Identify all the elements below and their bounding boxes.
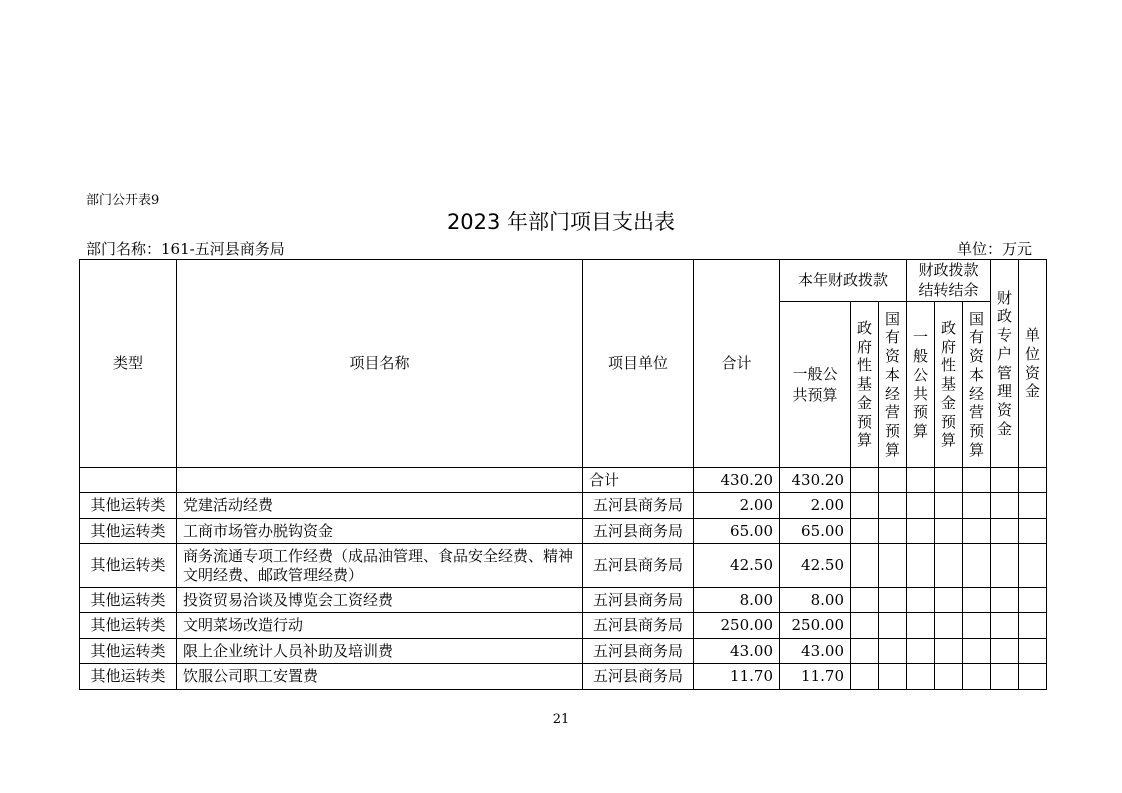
table-row — [80, 664, 1047, 690]
header-project-unit: 项目单位 — [583, 260, 694, 468]
header-general-budget-text: 一般公共预算 — [792, 365, 838, 404]
form-number: 部门公开表9 — [86, 193, 160, 208]
page-title: 2023 年部门项目支出表 — [446, 210, 676, 234]
page-number: 21 — [552, 712, 570, 727]
row-total: 43.00 — [694, 639, 780, 664]
row-project-name: 商务流通专项工作经费（成品油管理、食品安全经费、精神文明经费、邮政管理经费） — [177, 544, 583, 588]
row-general-budget: 8.00 — [780, 588, 851, 613]
table-row — [80, 639, 1047, 664]
total-row-label: 合计 — [583, 468, 694, 493]
row-type: 其他运转类 — [80, 639, 177, 664]
row-project-unit: 五河县商务局 — [583, 588, 694, 613]
header-cf-state-capital-text: 国 有 资 本 经 营 预 算 — [968, 309, 984, 459]
row-general-budget: 43.00 — [780, 639, 851, 664]
header-current-year-appropriation: 本年财政拨款 — [780, 260, 907, 302]
unit-label: 单位：万元 — [957, 240, 1033, 258]
header-gov-fund-text: 政 府 性 基 金 预 算 — [856, 318, 872, 450]
row-total: 8.00 — [694, 588, 780, 613]
row-project-unit: 五河县商务局 — [583, 613, 694, 639]
table-row — [80, 493, 1047, 519]
total-row-total: 430.20 — [694, 468, 780, 493]
row-total: 2.00 — [694, 493, 780, 519]
row-total: 65.00 — [694, 519, 780, 544]
row-type: 其他运转类 — [80, 519, 177, 544]
row-general-budget: 11.70 — [780, 664, 851, 690]
table-row — [80, 544, 1047, 588]
project-expenditure-table — [79, 259, 1047, 690]
total-row-general: 430.20 — [780, 468, 851, 493]
row-project-name: 党建活动经费 — [177, 493, 583, 519]
row-general-budget: 42.50 — [780, 544, 851, 588]
header-carryover-balance — [907, 260, 991, 302]
header-state-capital-text: 国 有 资 本 经 营 预 算 — [884, 309, 900, 459]
header-special-text: 财 政 专 户 管 理 资 金 — [996, 288, 1012, 438]
header-state-capital — [879, 302, 907, 468]
row-total: 42.50 — [694, 544, 780, 588]
row-project-unit: 五河县商务局 — [583, 544, 694, 588]
row-project-name: 限上企业统计人员补助及培训费 — [177, 639, 583, 664]
header-special-account-funds — [991, 260, 1019, 468]
row-project-unit: 五河县商务局 — [583, 493, 694, 519]
table-row — [80, 519, 1047, 544]
header-unit-funds-text: 单 位 资 金 — [1024, 326, 1040, 401]
header-cf-general — [907, 302, 935, 468]
row-project-name: 投资贸易洽谈及博览会工资经费 — [177, 588, 583, 613]
department-name: 部门名称：161-五河县商务局 — [86, 240, 285, 258]
row-project-unit: 五河县商务局 — [583, 639, 694, 664]
row-general-budget: 250.00 — [780, 613, 851, 639]
header-cf-gov-fund — [935, 302, 963, 468]
total-row-type — [80, 468, 177, 493]
header-project-name: 项目名称 — [177, 260, 583, 468]
row-type: 其他运转类 — [80, 613, 177, 639]
total-row — [80, 468, 1047, 493]
total-row-name — [177, 468, 583, 493]
header-cf-state-capital — [963, 302, 991, 468]
row-type: 其他运转类 — [80, 588, 177, 613]
row-project-name: 饮服公司职工安置费 — [177, 664, 583, 690]
row-total: 250.00 — [694, 613, 780, 639]
row-project-unit: 五河县商务局 — [583, 664, 694, 690]
header-total: 合计 — [694, 260, 780, 468]
row-total: 11.70 — [694, 664, 780, 690]
row-project-unit: 五河县商务局 — [583, 519, 694, 544]
header-type: 类型 — [80, 260, 177, 468]
row-type: 其他运转类 — [80, 544, 177, 588]
row-general-budget: 2.00 — [780, 493, 851, 519]
row-type: 其他运转类 — [80, 493, 177, 519]
header-general-budget — [780, 302, 851, 468]
header-unit-funds — [1019, 260, 1047, 468]
header-cf-general-text: 一 般 公 共 预 算 — [912, 328, 928, 440]
table-row — [80, 588, 1047, 613]
row-type: 其他运转类 — [80, 664, 177, 690]
header-gov-fund — [851, 302, 879, 468]
row-general-budget: 65.00 — [780, 519, 851, 544]
table-row — [80, 613, 1047, 639]
header-carryover-text: 财政拨款结转结余 — [918, 261, 979, 299]
row-project-name: 工商市场管办脱钩资金 — [177, 519, 583, 544]
header-cf-gov-fund-text: 政 府 性 基 金 预 算 — [940, 318, 956, 450]
row-project-name: 文明菜场改造行动 — [177, 613, 583, 639]
